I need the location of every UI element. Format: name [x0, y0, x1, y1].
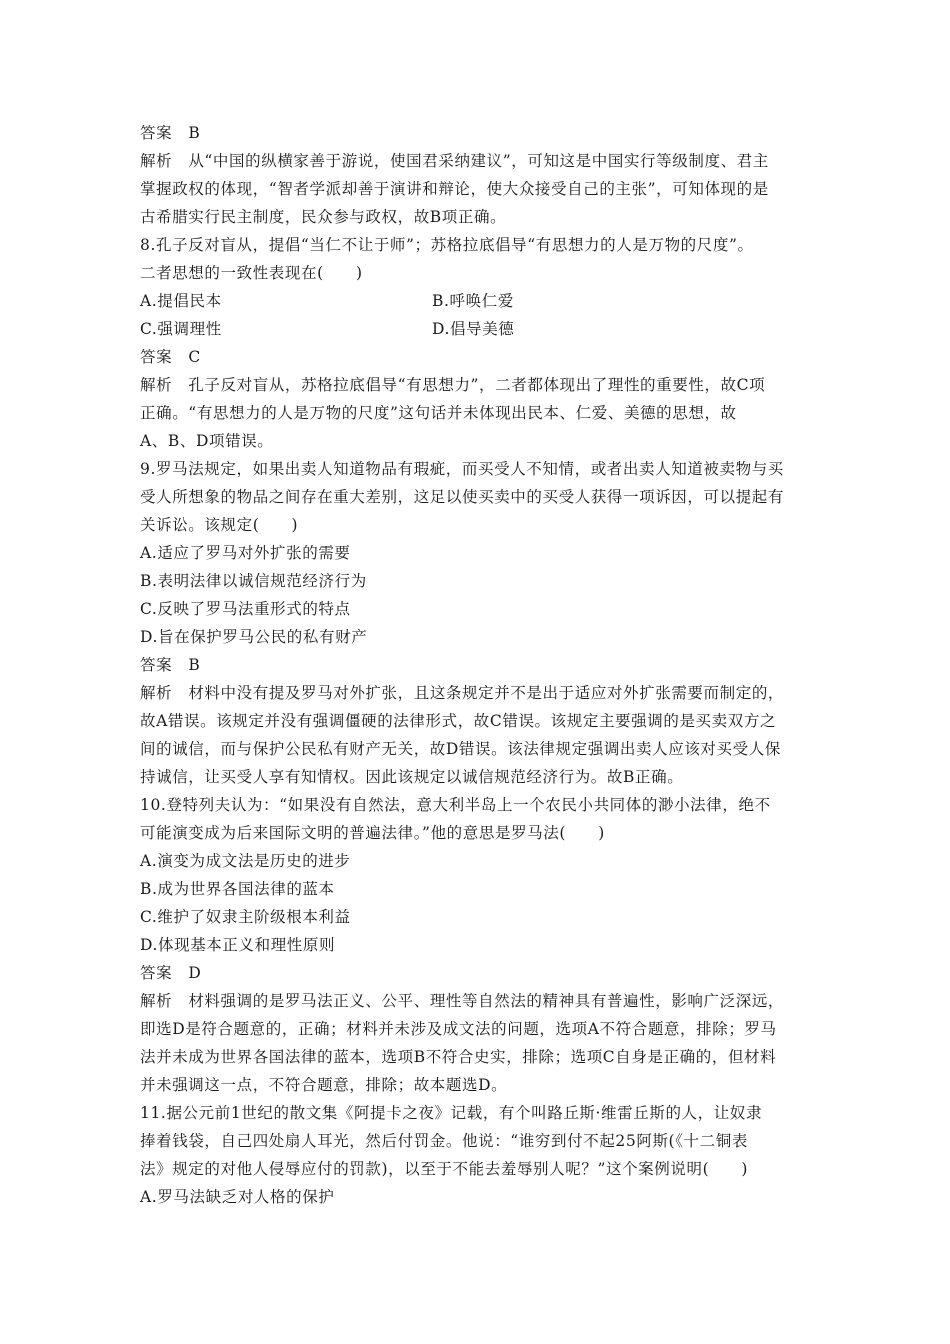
analysis-line — [140, 203, 812, 231]
analysis-text: 材料强调的是罗马法正义、公平、理性等自然法的精神具有普遍性，影响广泛深远， — [188, 992, 785, 1010]
answer-line — [140, 959, 812, 987]
analysis-line — [140, 679, 812, 707]
analysis-line — [140, 987, 812, 1015]
analysis-text: 即选D是符合题意的，正确；材料并未涉及成文法的问题，选项A不符合题意，排除；罗马 — [140, 1020, 777, 1038]
analysis-label: 解析 — [140, 376, 173, 394]
answer-line — [140, 651, 812, 679]
question-line: 11.据公元前1世纪的散文集《阿提卡之夜》记载，有个叫路丘斯·维雷丘斯的人，让奴隶 — [140, 1104, 763, 1122]
question-line: 法》规定的对他人侵辱应付的罚款)，以至于不能去羞辱别人呢？”这个案例说明( ) — [140, 1160, 749, 1178]
analysis-line — [140, 1071, 812, 1099]
analysis-line — [140, 427, 812, 455]
option-item: C.维护了奴隶主阶级根本利益 — [140, 908, 351, 926]
question-line: 8.孔子反对盲从，提倡“当仁不让于师”；苏格拉底倡导“有思想力的人是万物的尺度”。 — [140, 236, 754, 254]
answer-value: B — [188, 656, 201, 674]
analysis-line — [140, 1015, 812, 1043]
option-item: A.演变为成文法是历史的进步 — [140, 852, 351, 870]
analysis-text: 持诚信，让买受人享有知情权。因此该规定以诚信规范经济行为。故B正确。 — [140, 768, 684, 786]
analysis-text: 掌握政权的体现，“智者学派却善于演讲和辩论，使大众接受自己的主张”，可知体现的是 — [140, 180, 769, 198]
analysis-text: 从“中国的纵横家善于游说，使国君采纳建议”，可知这是中国实行等级制度、君主 — [188, 152, 769, 170]
analysis-text: 故A错误。该规定并没有强调僵硬的法律形式，故C错误。该规定主要强调的是买卖双方之 — [140, 712, 777, 730]
analysis-line — [140, 147, 812, 175]
answer-label: 答案 — [140, 656, 173, 674]
analysis-text: 古希腊实行民主制度，民众参与政权，故B项正确。 — [140, 208, 507, 226]
answer-label: 答案 — [140, 124, 173, 142]
answer-line — [140, 343, 812, 371]
question-line: 9.罗马法规定，如果出卖人知道物品有瑕疵，而买受人不知情，或者出卖人知道被卖物与买 — [140, 460, 784, 478]
analysis-text: 法并未成为世界各国法律的蓝本，选项B不符合史实，排除；选项C自身是正确的，但材料 — [140, 1048, 777, 1066]
question-line: 受人所想象的物品之间存在重大差别，这足以使买卖中的买受人获得一项诉因，可以提起有 — [140, 488, 785, 506]
document-body — [140, 119, 812, 1211]
question-line: 关诉讼。该规定( ) — [140, 516, 299, 534]
analysis-text: 间的诚信，而与保护公民私有财产无关，故D错误。该法律规定强调出卖人应该对买受人保 — [140, 740, 781, 758]
option-item: D.旨在保护罗马公民的私有财产 — [140, 628, 368, 646]
option-item: D.体现基本正义和理性原则 — [140, 936, 336, 954]
option-item: A.罗马法缺乏对人格的保护 — [140, 1188, 335, 1206]
answer-label: 答案 — [140, 348, 173, 366]
analysis-line — [140, 175, 812, 203]
option-item: C.反映了罗马法重形式的特点 — [140, 600, 351, 618]
analysis-text: 材料中没有提及罗马对外扩张，且这条规定并不是出于适应对外扩张需要而制定的， — [188, 684, 785, 702]
analysis-text: 正确。“有思想力的人是万物的尺度”这句话并未体现出民本、仁爱、美德的思想，故 — [140, 404, 737, 422]
option-item: B.成为世界各国法律的蓝本 — [140, 880, 335, 898]
analysis-text: 并未强调这一点，不符合题意，排除；故本题选D。 — [140, 1076, 508, 1094]
answer-label: 答案 — [140, 964, 173, 982]
answer-line — [140, 119, 812, 147]
analysis-text: 孔子反对盲从，苏格拉底倡导“有思想力”，二者都体现出了理性的重要性，故C项 — [188, 376, 766, 394]
analysis-label: 解析 — [140, 684, 173, 702]
analysis-line — [140, 735, 812, 763]
analysis-line — [140, 371, 812, 399]
option-item: D.倡导美德 — [432, 320, 515, 338]
option-row — [140, 287, 812, 315]
option-item: A.适应了罗马对外扩张的需要 — [140, 544, 351, 562]
question-line: 10.登特列夫认为：“如果没有自然法，意大利半岛上一个农民小共同体的渺小法律，绝不 — [140, 796, 771, 814]
question-line: 捧着钱袋，自己四处扇人耳光，然后付罚金。他说：“谁穷到付不起25阿斯(《十二铜表 — [140, 1132, 748, 1150]
answer-value: B — [188, 124, 201, 142]
answer-value: C — [188, 348, 201, 366]
question-line: 可能演变成为后来国际文明的普遍法律。”他的意思是罗马法( ) — [140, 824, 605, 842]
analysis-text: A、B、D项错误。 — [140, 432, 274, 450]
option-item: B.表明法律以诚信规范经济行为 — [140, 572, 367, 590]
analysis-label: 解析 — [140, 152, 173, 170]
answer-value: D — [188, 964, 202, 982]
option-item: B.呼唤仁爱 — [432, 292, 514, 310]
option-row — [140, 315, 812, 343]
analysis-line — [140, 399, 812, 427]
question-line: 二者思想的一致性表现在( ) — [140, 264, 363, 282]
analysis-label: 解析 — [140, 992, 173, 1010]
analysis-line — [140, 763, 812, 791]
option-item: C.强调理性 — [140, 320, 222, 338]
analysis-line — [140, 707, 812, 735]
option-item: A.提倡民本 — [140, 292, 222, 310]
analysis-line — [140, 1043, 812, 1071]
